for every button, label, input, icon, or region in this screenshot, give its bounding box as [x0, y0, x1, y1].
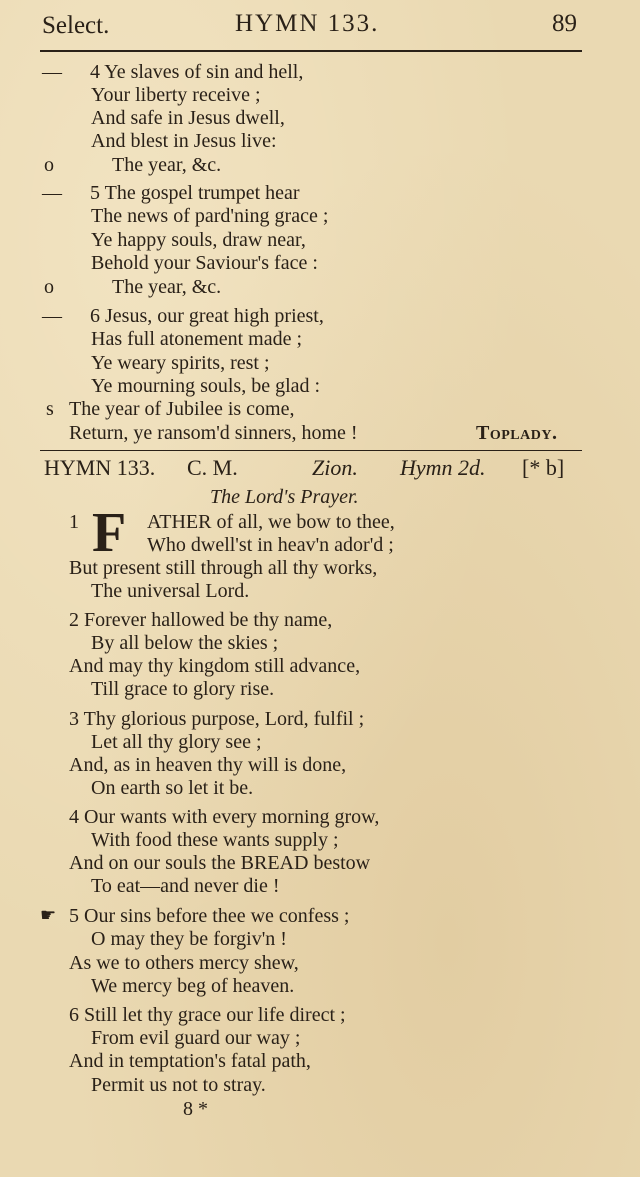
verse-line — [0, 534, 640, 558]
verse-text: But present still through all thy works, — [69, 557, 378, 579]
verse-text: ATHER of all, we bow to thee, — [147, 511, 395, 533]
verse-number: 1 — [69, 511, 79, 533]
verse-line — [0, 154, 640, 178]
hymn-meter: C. M. — [187, 455, 238, 480]
page-number: 89 — [552, 10, 577, 37]
verse-line — [0, 422, 640, 446]
section-rule — [40, 450, 582, 451]
verse-text: 5 Our sins before thee we confess ; — [69, 905, 350, 927]
verse-text: On earth so let it be. — [91, 777, 254, 799]
verse-line — [0, 61, 640, 85]
verse-line — [0, 829, 640, 853]
verse-text: To eat—and never die ! — [91, 875, 280, 897]
verse-line — [0, 375, 640, 399]
verse-line — [0, 632, 640, 656]
verse-text: 5 The gospel trumpet hear — [90, 182, 300, 204]
verse-line — [0, 1004, 640, 1028]
verse-text: We mercy beg of heaven. — [91, 975, 295, 997]
hymn-heading — [44, 455, 584, 485]
verse-text: Return, ye ransom'd sinners, home ! — [69, 422, 358, 444]
verse-line — [0, 806, 640, 830]
verse-text: The year, &c. — [112, 154, 222, 176]
verse-text: Ye weary spirits, rest ; — [91, 352, 270, 374]
marginal-mark: — — [42, 61, 62, 83]
running-header — [42, 8, 577, 42]
verse-line — [0, 952, 640, 976]
verse-line — [0, 777, 640, 801]
verse-text: O may they be forgiv'n ! — [91, 928, 287, 950]
verse-text: And, as in heaven thy will is done, — [69, 754, 347, 776]
verse-text: Permit us not to stray. — [91, 1074, 266, 1096]
verse-line — [0, 305, 640, 329]
verse-line — [0, 205, 640, 229]
verse-text: As we to others mercy shew, — [69, 952, 299, 974]
hymn-key: [* b] — [522, 455, 565, 480]
verse-line — [0, 557, 640, 581]
verse-line — [0, 754, 640, 778]
verse-text: 6 Jesus, our great high priest, — [90, 305, 324, 327]
verse-line — [0, 252, 640, 276]
hymn-number: HYMN 133. — [44, 455, 156, 480]
marginal-mark: s — [46, 398, 54, 420]
verse-line — [0, 1027, 640, 1051]
signature-mark: 8 * — [183, 1098, 208, 1120]
verse-text: 4 Our wants with every morning grow, — [69, 806, 380, 828]
verse-text: And may thy kingdom still advance, — [69, 655, 361, 677]
header-rule — [40, 50, 582, 52]
verse-text: The news of pard'ning grace ; — [91, 205, 329, 227]
verse-text: 3 Thy glorious purpose, Lord, fulfil ; — [69, 708, 365, 730]
verse-line — [0, 130, 640, 154]
verse-text: 2 Forever hallowed be thy name, — [69, 609, 333, 631]
author-credit: Toplady. — [476, 422, 558, 444]
verse-line — [0, 975, 640, 999]
verse-line — [0, 229, 640, 253]
verse-text: Behold your Saviour's face : — [91, 252, 318, 274]
verse-line — [0, 182, 640, 206]
hymn-subtitle: The Lord's Prayer. — [210, 486, 359, 508]
verse-line — [0, 852, 640, 876]
verse-line — [0, 655, 640, 679]
verse-line — [0, 609, 640, 633]
verse-line — [0, 580, 640, 604]
verse-text: And in temptation's fatal path, — [69, 1050, 311, 1072]
verse-text: 6 Still let thy grace our life direct ; — [69, 1004, 346, 1026]
verse-line — [0, 928, 640, 952]
pointing-hand-icon: ☛ — [40, 905, 57, 925]
verse-text: The year, &c. — [112, 276, 222, 298]
verse-line — [0, 875, 640, 899]
verse-text: And blest in Jesus live: — [91, 130, 277, 152]
verse-text: Has full atonement made ; — [91, 328, 303, 350]
verse-line — [0, 328, 640, 352]
verse-text: From evil guard our way ; — [91, 1027, 301, 1049]
verse-line — [0, 511, 640, 535]
drop-cap: F — [92, 502, 127, 564]
verse-text: 4 Ye slaves of sin and hell, — [90, 61, 304, 83]
verse-line — [0, 352, 640, 376]
marginal-mark: o — [44, 276, 54, 298]
marginal-mark: — — [42, 305, 62, 327]
verse-line — [0, 1074, 640, 1098]
verse-text: And safe in Jesus dwell, — [91, 107, 285, 129]
verse-text: Who dwell'st in heav'n ador'd ; — [147, 534, 394, 556]
verse-text: Till grace to glory rise. — [91, 678, 275, 700]
verse-text: By all below the skies ; — [91, 632, 279, 654]
verse-line — [0, 276, 640, 300]
verse-line — [0, 84, 640, 108]
marginal-mark: — — [42, 182, 62, 204]
marginal-mark: o — [44, 154, 54, 176]
verse-text: With food these wants supply ; — [91, 829, 339, 851]
verse-text: The year of Jubilee is come, — [69, 398, 295, 420]
header-section: Select. — [42, 12, 110, 39]
verse-text: Your liberty receive ; — [91, 84, 261, 106]
hymn-tune: Zion. — [312, 455, 358, 480]
verse-line — [0, 905, 640, 929]
verse-text: Let all thy glory see ; — [91, 731, 262, 753]
verse-text: The universal Lord. — [91, 580, 250, 602]
hymn-tune-ref: Hymn 2d. — [400, 455, 486, 480]
verse-line — [0, 708, 640, 732]
verse-text: Ye mourning souls, be glad : — [91, 375, 321, 397]
header-hymn-number: HYMN 133. — [235, 10, 380, 37]
verse-line — [0, 678, 640, 702]
verse-line — [0, 731, 640, 755]
verse-text: And on our souls the BREAD bestow — [69, 852, 371, 874]
verse-text: Ye happy souls, draw near, — [91, 229, 306, 251]
verse-line — [0, 1050, 640, 1074]
verse-line — [0, 107, 640, 131]
verse-line — [0, 398, 640, 422]
